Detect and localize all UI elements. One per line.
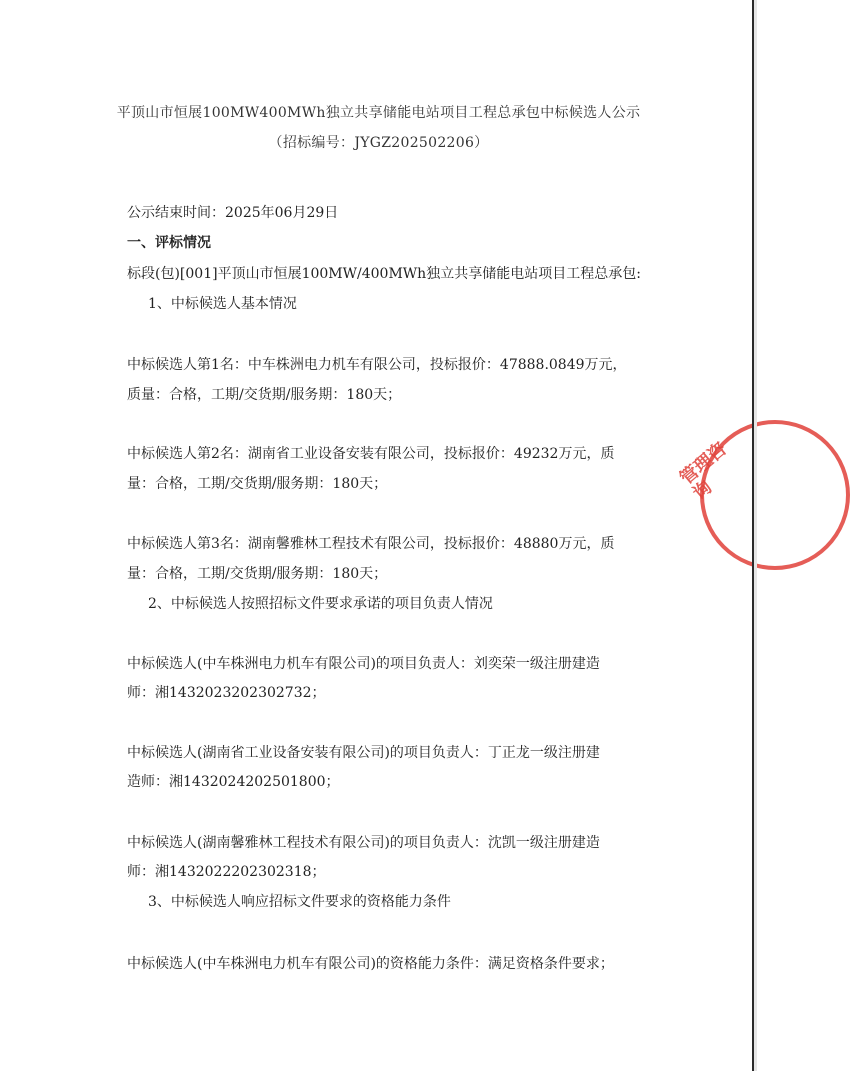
candidate-3-line2: 量：合格，工期/交货期/服务期：180天；: [127, 566, 388, 582]
manager-3-line2: 师：湘1432022202302318；: [127, 864, 326, 880]
bid-number: （招标编号：JYGZ202502206）: [268, 135, 489, 151]
notice-end-time: 公示结束时间：2025年06月29日: [127, 205, 339, 221]
document-title: 平顶山市恒展100MW400MWh独立共享储能电站项目工程总承包中标候选人公示: [116, 105, 641, 121]
seal-lettering: 管理咨询: [676, 438, 732, 505]
manager-2-line2: 造师：湘1432024202501800；: [127, 774, 340, 790]
manager-2-line1: 中标候选人(湖南省工业设备安装有限公司)的项目负责人：丁正龙一级注册建: [127, 745, 600, 761]
manager-1-line1: 中标候选人(中车株洲电力机车有限公司)的项目负责人：刘奕荣一级注册建造: [127, 656, 600, 672]
manager-3-line1: 中标候选人(湖南馨雅林工程技术有限公司)的项目负责人：沈凯一级注册建造: [127, 835, 600, 851]
candidate-1-line1: 中标候选人第1名：中车株洲电力机车有限公司，投标报价：47888.0849万元，: [127, 357, 627, 373]
candidate-1-line2: 质量：合格，工期/交货期/服务期：180天；: [127, 387, 402, 403]
subheading-qualifications: 3、中标候选人响应招标文件要求的资格能力条件: [148, 894, 451, 910]
section-heading-evaluation: 一、评标情况: [127, 235, 211, 251]
candidate-3-line1: 中标候选人第3名：湖南馨雅林工程技术有限公司，投标报价：48880万元，质: [127, 536, 615, 552]
package-line: 标段(包)[001]平顶山市恒展100MW/400MWh独立共享储能电站项目工程总承包:: [127, 266, 641, 282]
manager-1-line2: 师：湘1432023202302732；: [127, 685, 326, 701]
company-seal-stamp: [676, 420, 840, 570]
candidate-2-line2: 量：合格，工期/交货期/服务期：180天；: [127, 476, 388, 492]
candidate-2-line1: 中标候选人第2名：湖南省工业设备安装有限公司，投标报价：49232万元，质: [127, 446, 615, 462]
page-edge-shade: [754, 0, 757, 1071]
subheading-managers: 2、中标候选人按照招标文件要求承诺的项目负责人情况: [148, 596, 493, 612]
qualification-line: 中标候选人(中车株洲电力机车有限公司)的资格能力条件：满足资格条件要求；: [127, 956, 614, 972]
subheading-candidates: 1、中标候选人基本情况: [148, 296, 297, 312]
